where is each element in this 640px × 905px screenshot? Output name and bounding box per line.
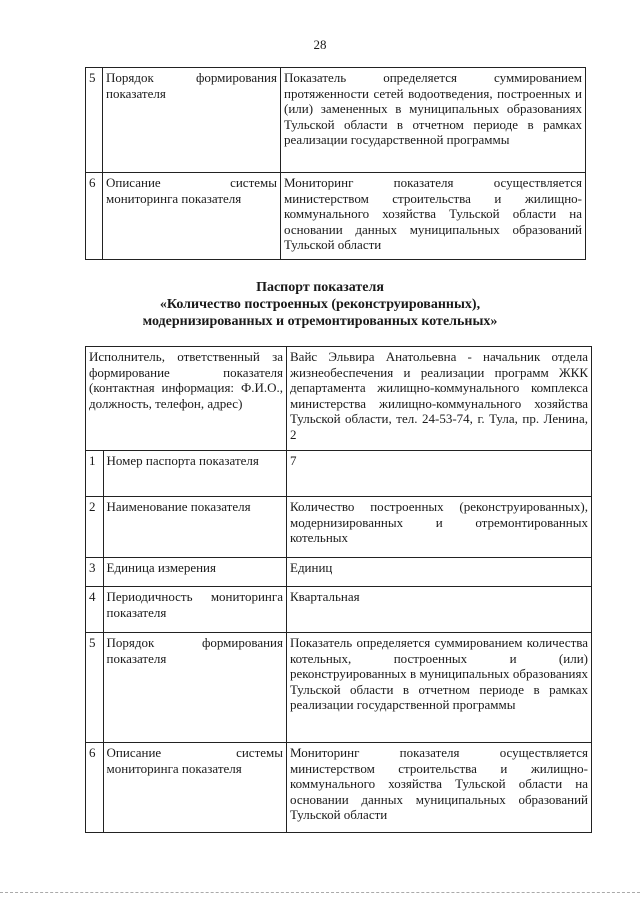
row-label: Наименование показателя xyxy=(103,497,286,558)
table-row xyxy=(86,497,592,558)
row-number: 3 xyxy=(86,558,104,587)
row-label: Периодичность мониторинга показателя xyxy=(103,587,286,633)
table-row xyxy=(86,68,586,173)
row-value: Квартальная xyxy=(287,587,592,633)
table-row xyxy=(86,173,586,260)
row-value: Показатель определяется суммированием количества котельных, построенных и (или) реконструированных в муниципальных образованиях Тульской области в отчетном периоде в рамках реализации государственной программы xyxy=(287,633,592,743)
table-row xyxy=(86,451,592,497)
row-number: 2 xyxy=(86,497,104,558)
row-label: Единица измерения xyxy=(103,558,286,587)
row-number: 6 xyxy=(86,743,104,833)
table-row xyxy=(86,587,592,633)
row-value: Единиц xyxy=(287,558,592,587)
row-value: Количество построенных (реконструированных), модернизированных и отремонтированных котельных xyxy=(287,497,592,558)
passport-heading-line: «Количество построенных (реконструированных), xyxy=(159,297,481,312)
executor-label: Исполнитель, ответственный за формирование показателя (контактная информация: Ф.И.О., должность, телефон, адрес) xyxy=(86,347,287,451)
row-number: 4 xyxy=(86,587,104,633)
passport-heading-line: модернизированных и отремонтированных котельных» xyxy=(142,314,498,329)
executor-value: Вайс Эльвира Анатольевна - начальник отдела жизнеобеспечения и реализации программ ЖКК департамента жилищно-коммунального комплекса министерства жилищно-коммунального хозяйства Тульской области, тел. 24-53-74, г. Тула, пр. Ленина, 2 xyxy=(287,347,592,451)
table-row xyxy=(86,633,592,743)
row-label: Описание системы мониторинга показателя xyxy=(103,173,281,260)
row-number: 1 xyxy=(86,451,104,497)
passport-heading-title: Паспорт показателя xyxy=(256,280,384,295)
table-row xyxy=(86,558,592,587)
row-label: Описание системы мониторинга показателя xyxy=(103,743,286,833)
row-number: 6 xyxy=(86,173,103,260)
scan-artifact-line xyxy=(0,892,640,894)
row-value: Мониторинг показателя осуществляется министерством строительства и жилищно-коммунального хозяйства Тульской области на основании данных муниципальных образований Тульской области xyxy=(287,743,592,833)
row-number: 5 xyxy=(86,633,104,743)
table-row-executor xyxy=(86,347,592,451)
row-value: Мониторинг показателя осуществляется министерством строительства и жилищно-коммунального хозяйства Тульской области на основании данных муниципальных образований Тульской области xyxy=(281,173,586,260)
row-value: Показатель определяется суммированием протяженности сетей водоотведения, построенных и (или) замененных в муниципальных образованиях Тульской области в отчетном периоде в рамках реализации государственной программы xyxy=(281,68,586,173)
row-label: Порядок формирования показателя xyxy=(103,633,286,743)
row-value: 7 xyxy=(287,451,592,497)
passport-table xyxy=(85,346,592,833)
row-label: Порядок формирования показателя xyxy=(103,68,281,173)
page-number: 28 xyxy=(313,37,327,52)
row-number: 5 xyxy=(86,68,103,173)
row-label: Номер паспорта показателя xyxy=(103,451,286,497)
passport-table-continued xyxy=(85,67,586,260)
table-row xyxy=(86,743,592,833)
